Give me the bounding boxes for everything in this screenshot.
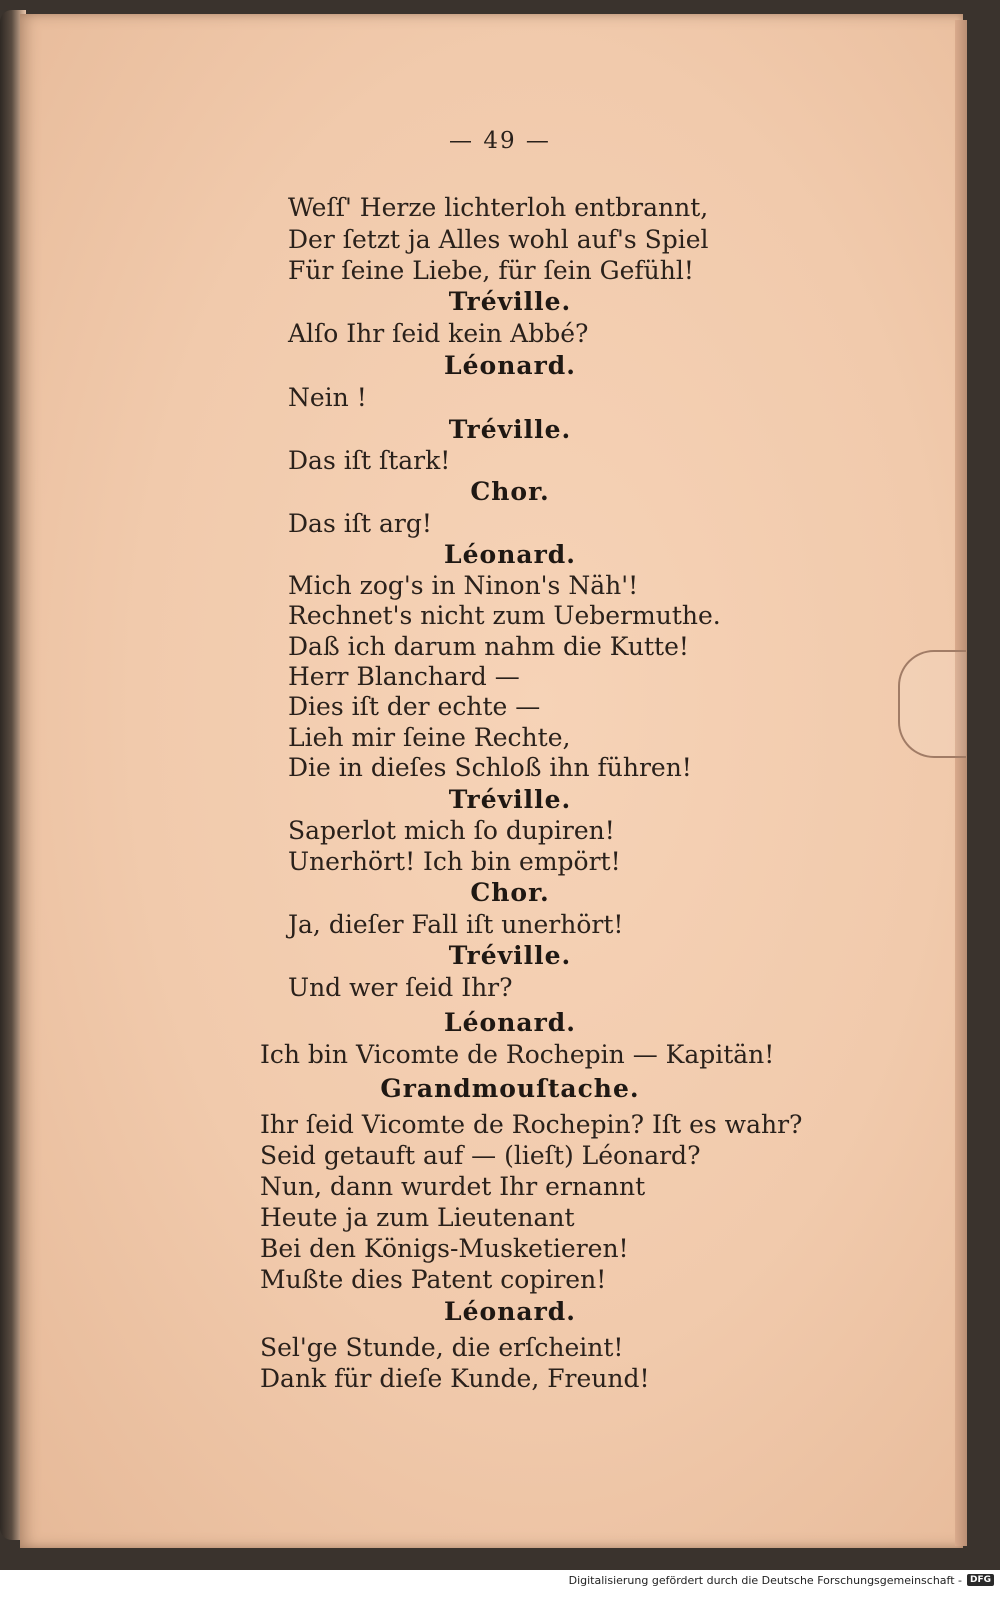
verse-line: Bei den Königs-Musketieren! (260, 1234, 629, 1263)
verse-line: Lieh mir ſeine Rechte, (288, 723, 571, 752)
verse-line: Ich bin Vicomte de Rochepin — Kapitän! (260, 1040, 775, 1069)
verse-line: Nein ! (288, 383, 367, 412)
speaker-name: Tréville. (448, 941, 572, 970)
verse-line: Die in dieſes Schloß ihn führen! (288, 753, 692, 782)
verse-line: Das iſt ſtark! (288, 446, 451, 475)
speaker-name: Chor. (470, 878, 550, 907)
verse-line: Nun, dann wurdet Ihr ernannt (260, 1172, 646, 1201)
verse-line: Mich zog's in Ninon's Näh'! (288, 571, 639, 600)
verse-line: Herr Blanchard — (288, 662, 520, 691)
page-number: — 49 — (449, 128, 551, 154)
digitization-credit: Digitalisierung gefördert durch die Deutsche Forschungsgemeinschaft - (568, 1574, 962, 1587)
speaker-name: Tréville. (448, 785, 572, 814)
speaker-name: Chor. (470, 477, 550, 506)
speaker-name: Léonard. (444, 540, 576, 569)
verse-line: Weſſ' Herze lichterloh entbrannt, (288, 193, 709, 222)
verse-line: Seid getauft auf — (lieſt) Léonard? (260, 1141, 701, 1170)
verse-line: Mußte dies Patent copiren! (260, 1265, 607, 1294)
verse-line: Saperlot mich ſo dupiren! (288, 816, 615, 845)
speaker-name: Tréville. (448, 415, 572, 444)
speaker-name: Tréville. (448, 287, 572, 316)
verse-line: Dies iſt der echte — (288, 692, 541, 721)
speaker-name: Grandmouſtache. (380, 1074, 640, 1103)
speaker-name: Léonard. (444, 1297, 576, 1326)
dfg-logo: DFG (967, 1574, 994, 1586)
speaker-name: Léonard. (444, 351, 576, 380)
verse-line: Und wer ſeid Ihr? (288, 973, 513, 1002)
verse-line: Sel'ge Stunde, die erſcheint! (260, 1333, 624, 1362)
verse-line: Daß ich darum nahm die Kutte! (288, 632, 689, 661)
verse-line: Unerhört! Ich bin empört! (288, 847, 621, 876)
verse-line: Das iſt arg! (288, 509, 432, 538)
verse-line: Der ſetzt ja Alles wohl auf's Spiel (288, 225, 709, 254)
verse-line: Ihr ſeid Vicomte de Rochepin? Iſt es wahr? (260, 1110, 803, 1139)
page-clip (898, 650, 966, 758)
verse-line: Heute ja zum Lieutenant (260, 1203, 575, 1232)
verse-line: Dank für dieſe Kunde, Freund! (260, 1364, 650, 1393)
verse-line: Rechnet's nicht zum Uebermuthe. (288, 601, 721, 630)
verse-line: Ja, dieſer Fall iſt unerhört! (288, 910, 624, 939)
speaker-name: Léonard. (444, 1008, 576, 1037)
verse-line: Alſo Ihr ſeid kein Abbé? (288, 319, 589, 348)
verse-line: Für ſeine Liebe, für ſein Gefühl! (288, 256, 694, 285)
